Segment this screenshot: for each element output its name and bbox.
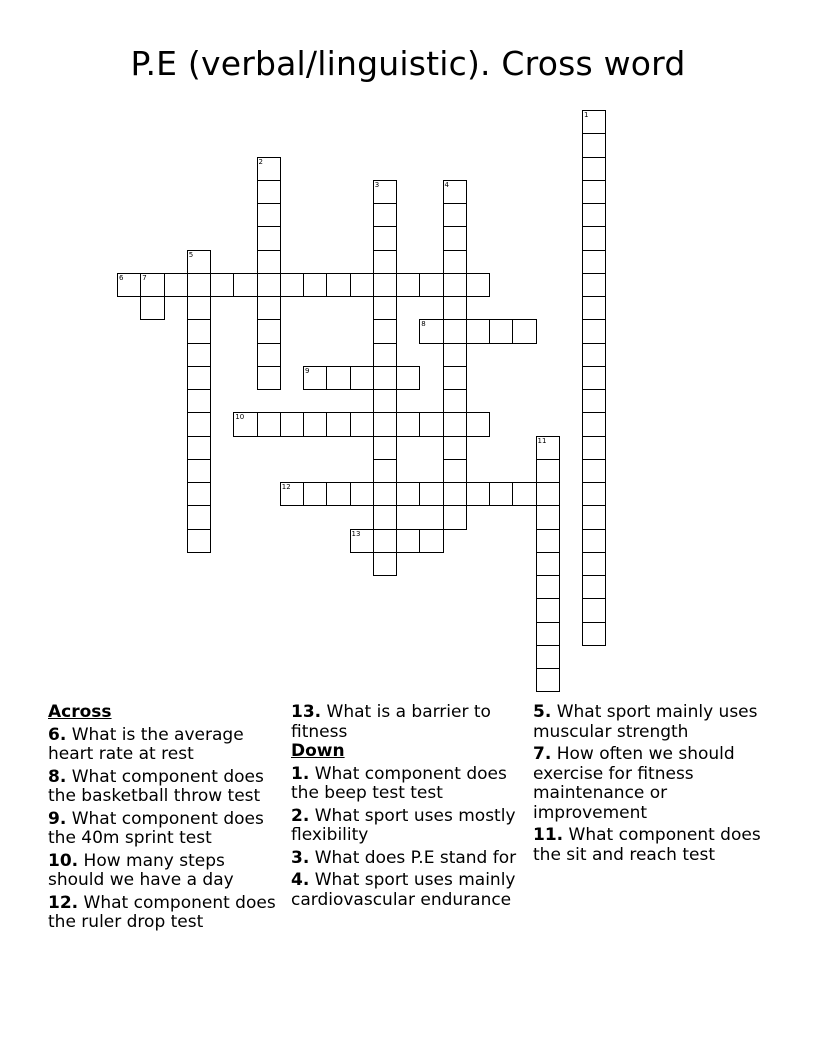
grid-cell: [187, 505, 211, 529]
grid-cell: [582, 412, 606, 436]
grid-cell: [582, 250, 606, 274]
grid-cell: [582, 598, 606, 622]
grid-cell: [187, 436, 211, 460]
grid-cell: [187, 529, 211, 553]
clue-number-label: 8: [421, 320, 426, 329]
clue-number-label: 11: [537, 436, 547, 445]
grid-cell: [536, 668, 560, 692]
grid-cell: [187, 412, 211, 436]
grid-cell: [187, 459, 211, 483]
grid-cell: [303, 273, 327, 297]
across-heading: Across: [48, 702, 112, 722]
grid-cell: [582, 133, 606, 157]
clue-number-label: 1: [584, 111, 589, 119]
grid-cell: [373, 296, 397, 320]
grid-cell: [233, 273, 257, 297]
clue-down-3: 3. What does P.E stand for: [291, 847, 517, 868]
grid-cell: [187, 273, 211, 297]
grid-cell: [443, 250, 467, 274]
grid-cell: [373, 505, 397, 529]
clues-column-3: [533, 703, 773, 865]
grid-cell: [396, 366, 420, 390]
clues-column-1: [48, 703, 283, 933]
clue-number-label: 3: [374, 180, 380, 189]
clue-down-2: 2. What sport uses mostly flexibility: [291, 805, 516, 845]
grid-cell: [443, 412, 467, 436]
grid-cell: [396, 412, 420, 436]
grid-cell: [536, 645, 560, 669]
grid-cell: [373, 250, 397, 274]
grid-cell: [326, 273, 350, 297]
grid-cell: [582, 296, 606, 320]
grid-cell: [280, 412, 304, 436]
grid-cell: [373, 273, 397, 297]
grid-cell: [350, 366, 374, 390]
grid-cell: [373, 482, 397, 506]
grid-cell: [187, 482, 211, 506]
grid-cell: [187, 389, 211, 413]
grid-cell: [443, 459, 467, 483]
clue-across-6: 6. What is the average heart rate at rest: [48, 724, 244, 764]
grid-cell: [257, 273, 281, 297]
clue-number-label: 5: [188, 250, 194, 259]
grid-cell: [396, 482, 420, 506]
grid-cell: [536, 459, 560, 483]
grid-cell: [303, 412, 327, 436]
clue-across-12: 12. What component does the ruler drop test: [48, 892, 276, 932]
grid-cell: [489, 319, 513, 343]
clue-across-13: 13. What is a barrier to fitness: [291, 702, 491, 742]
grid-cell: [466, 482, 490, 506]
grid-cell: [466, 273, 490, 297]
down-heading: Down: [291, 741, 345, 761]
grid-cell: [396, 529, 420, 553]
grid-cell: [257, 203, 281, 227]
grid-cell: [536, 552, 560, 576]
grid-cell: [582, 552, 606, 576]
grid-cell: [582, 273, 606, 297]
grid-cell: [443, 226, 467, 250]
grid-cell: [443, 343, 467, 367]
clue-down-7: 7. How often we should exercise for fitness maintenance or improvement: [533, 744, 735, 823]
grid-cell: [536, 482, 560, 506]
grid-cell: [210, 273, 234, 297]
grid-cell: [419, 529, 443, 553]
grid-cell: [443, 296, 467, 320]
grid-cell: [373, 459, 397, 483]
grid-cell: [582, 505, 606, 529]
clue-across-9: 9. What component does the 40m sprint test: [48, 808, 264, 848]
grid-cell: [489, 482, 513, 506]
grid-cell: [326, 412, 350, 436]
grid-cell: [257, 319, 281, 343]
grid-cell: [373, 203, 397, 227]
clues-column-2: [291, 703, 523, 910]
grid-cell: [257, 366, 281, 390]
clue-across-10: 10. How many steps should we have a day: [48, 850, 234, 890]
grid-cell: [443, 273, 467, 297]
grid-cell: [536, 505, 560, 529]
grid-cell: [257, 180, 281, 204]
grid-cell: [443, 482, 467, 506]
clue-down-1: 1. What component does the beep test test: [291, 763, 507, 803]
grid-cell: [257, 296, 281, 320]
grid-cell: [373, 319, 397, 343]
grid-cell: [373, 412, 397, 436]
grid-cell: [373, 366, 397, 390]
grid-cell: [419, 482, 443, 506]
clue-number-label: 13: [351, 529, 361, 538]
grid-cell: [373, 529, 397, 553]
grid-cell: [350, 412, 374, 436]
grid-cell: [373, 552, 397, 576]
grid-cell: [326, 366, 350, 390]
grid-cell: [443, 436, 467, 460]
grid-cell: [443, 203, 467, 227]
grid-cell: [164, 273, 188, 297]
grid-cell: [582, 459, 606, 483]
clue-down-5: 5. What sport mainly uses muscular strength: [533, 702, 758, 742]
clue-number-label: 6: [119, 273, 124, 282]
grid-cell: [257, 343, 281, 367]
grid-cell: [466, 412, 490, 436]
grid-cell: [582, 157, 606, 181]
grid-cell: [582, 436, 606, 460]
grid-cell: [419, 412, 443, 436]
grid-cell: [582, 622, 606, 646]
grid-cell: [536, 529, 560, 553]
grid-cell: [187, 319, 211, 343]
grid-cell: [582, 203, 606, 227]
grid-cell: [257, 250, 281, 274]
clue-number-label: 7: [142, 273, 147, 282]
clue-number-label: 12: [281, 483, 291, 491]
grid-cell: [443, 366, 467, 390]
grid-cell: [443, 319, 467, 343]
clue-number-label: 2: [258, 157, 263, 166]
grid-cell: [396, 273, 420, 297]
clue-number-label: 10: [235, 413, 245, 422]
clue-down-11: 11. What component does the sit and reach test: [533, 825, 761, 865]
grid-cell: [350, 482, 374, 506]
grid-cell: [466, 319, 490, 343]
grid-cell: [582, 529, 606, 553]
grid-cell: [582, 343, 606, 367]
grid-cell: [187, 343, 211, 367]
grid-cell: [187, 296, 211, 320]
grid-cell: [443, 389, 467, 413]
grid-cell: [350, 273, 374, 297]
grid-cell: [582, 226, 606, 250]
grid-cell: [373, 436, 397, 460]
grid-cell: [582, 366, 606, 390]
grid-cell: [512, 482, 536, 506]
grid-cell: [373, 343, 397, 367]
page-title: P.E (verbal/linguistic). Cross word: [130, 44, 686, 83]
grid-cell: [326, 482, 350, 506]
grid-cell: [373, 389, 397, 413]
grid-cell: [582, 575, 606, 599]
clue-across-8: 8. What component does the basketball throw test: [48, 766, 264, 806]
grid-cell: [187, 366, 211, 390]
grid-cell: [582, 482, 606, 506]
grid-cell: [582, 319, 606, 343]
grid-cell: [257, 412, 281, 436]
clue-number-label: 4: [444, 180, 449, 189]
grid-cell: [257, 226, 281, 250]
grid-cell: [303, 482, 327, 506]
grid-cell: [140, 296, 164, 320]
grid-cell: [582, 180, 606, 204]
grid-cell: [443, 505, 467, 529]
grid-cell: [536, 575, 560, 599]
clue-number-label: 9: [305, 366, 310, 375]
grid-cell: [280, 273, 304, 297]
grid-cell: [536, 598, 560, 622]
grid-cell: [536, 622, 560, 646]
clue-down-4: 4. What sport uses mainly cardiovascular endurance: [291, 870, 516, 910]
grid-cell: [582, 389, 606, 413]
grid-cell: [512, 319, 536, 343]
grid-cell: [419, 273, 443, 297]
grid-cell: [373, 226, 397, 250]
